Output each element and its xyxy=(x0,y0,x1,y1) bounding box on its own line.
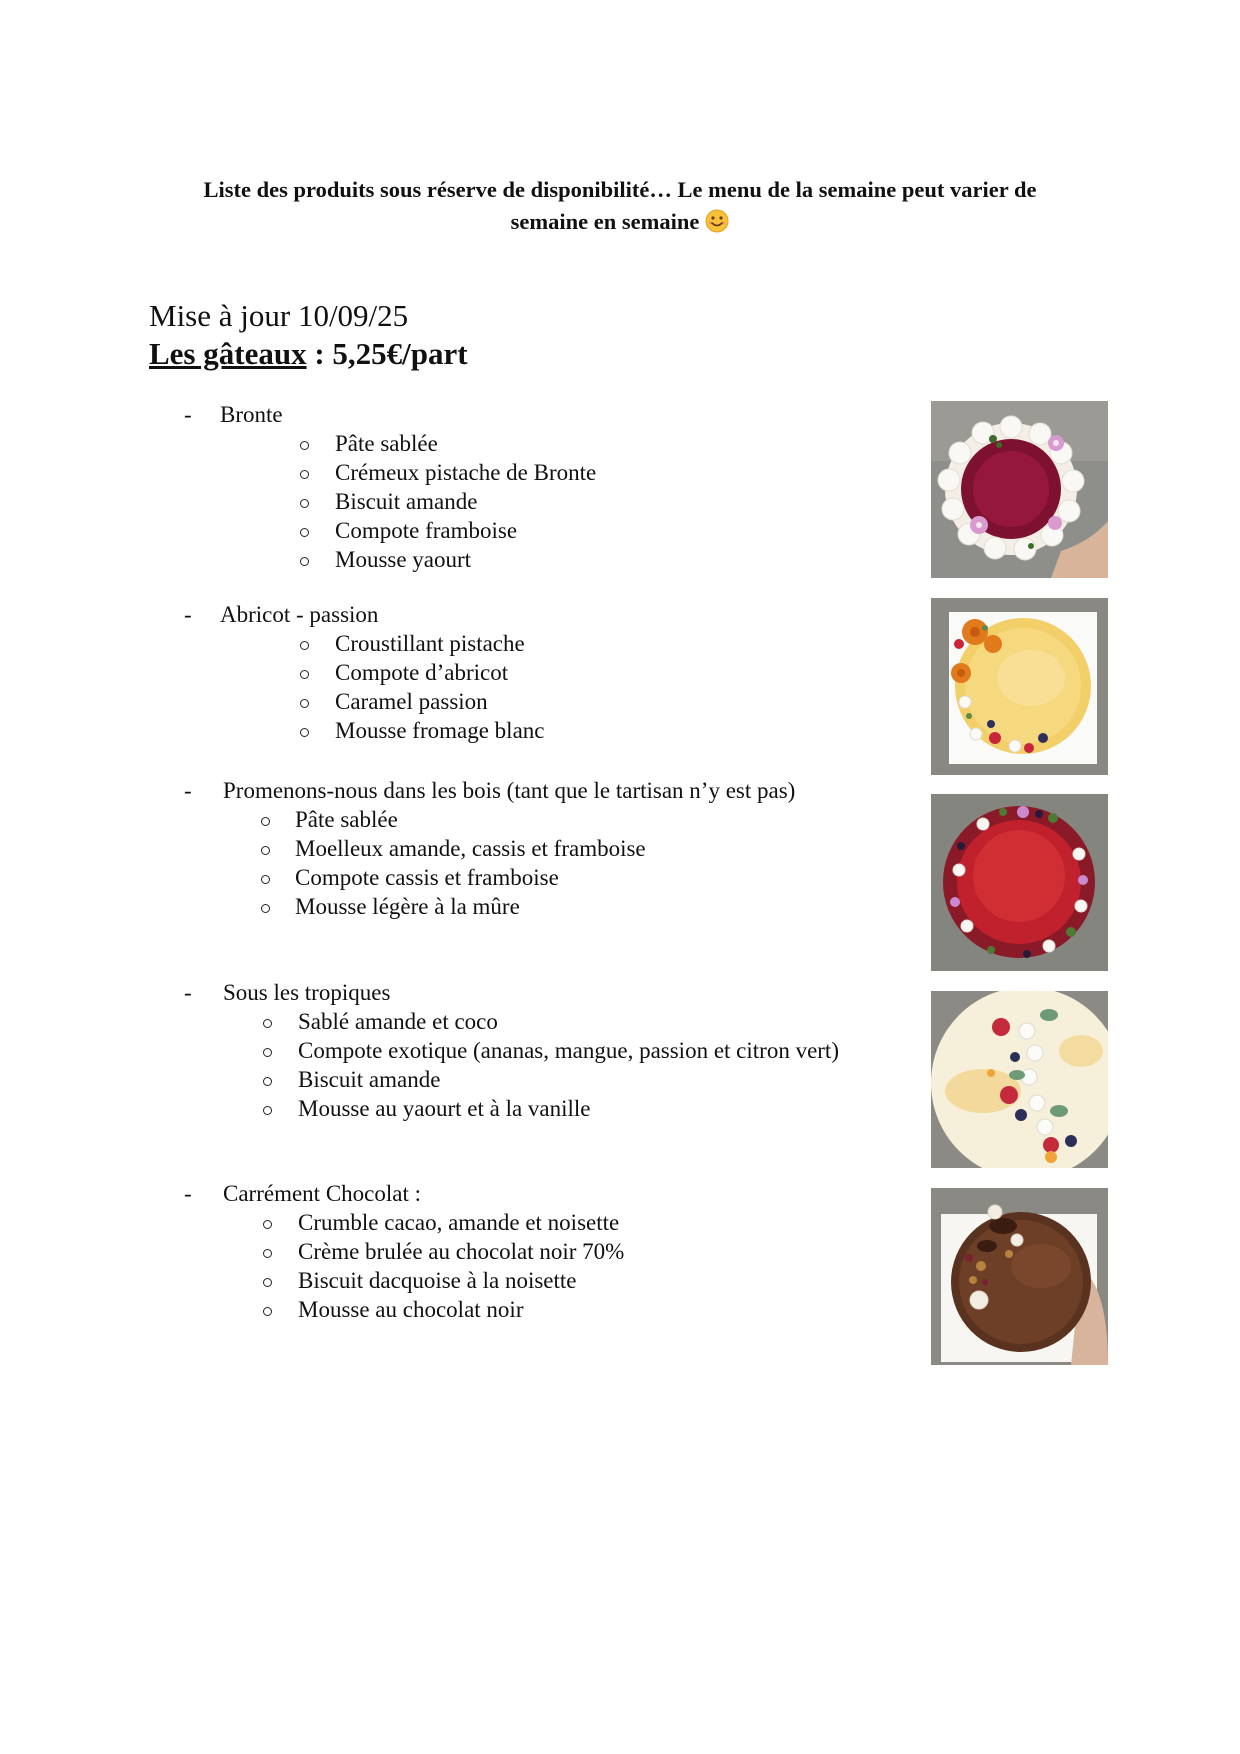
ingredient-item: Pâte sablée xyxy=(295,807,398,832)
circle-bullet-icon xyxy=(261,846,270,855)
ingredient-item: Moelleux amande, cassis et framboise xyxy=(295,836,646,861)
ingredient-item: Mousse au yaourt et à la vanille xyxy=(298,1096,591,1121)
notice-line-1: Liste des produits sous réserve de disponibilité… Le menu de la semaine peut varier de xyxy=(203,177,1037,202)
price-per-slice: : 5,25€/part xyxy=(306,336,468,371)
ingredient-item: Biscuit amande xyxy=(298,1067,441,1092)
ingredient-item: Mousse yaourt xyxy=(335,547,472,572)
circle-bullet-icon xyxy=(300,499,309,508)
cake-name: Sous les tropiques xyxy=(223,980,391,1005)
ingredient-item: Caramel passion xyxy=(335,689,488,714)
list-dash: - xyxy=(184,778,192,803)
ingredient-item: Mousse au chocolat noir xyxy=(298,1297,524,1322)
ingredient-item: Crémeux pistache de Bronte xyxy=(335,460,597,485)
cake-photo-bronte xyxy=(931,401,1108,578)
cake-name: Promenons-nous dans les bois (tant que le tartisan n’y est pas) xyxy=(223,778,796,803)
list-dash: - xyxy=(184,602,192,627)
circle-bullet-icon xyxy=(263,1220,272,1229)
circle-bullet-icon xyxy=(300,670,309,679)
cake-photo-promenons-nous xyxy=(931,794,1108,971)
cake-photo-carrement-chocolat xyxy=(931,1188,1108,1365)
ingredient-item: Compote d’abricot xyxy=(335,660,509,685)
circle-bullet-icon xyxy=(300,528,309,537)
circle-bullet-icon xyxy=(300,470,309,479)
ingredient-item: Crème brulée au chocolat noir 70% xyxy=(298,1239,625,1264)
circle-bullet-icon xyxy=(300,641,309,650)
circle-bullet-icon xyxy=(263,1278,272,1287)
update-date: Mise à jour 10/09/25 xyxy=(149,298,409,333)
cakes-heading-label: Les gâteaux xyxy=(149,336,307,371)
ingredient-item: Compote cassis et framboise xyxy=(295,865,559,890)
ingredient-item: Mousse légère à la mûre xyxy=(295,894,520,919)
circle-bullet-icon xyxy=(263,1307,272,1316)
ingredient-item: Croustillant pistache xyxy=(335,631,525,656)
list-dash: - xyxy=(184,1181,192,1206)
list-dash: - xyxy=(184,402,192,427)
notice-line-2: semaine en semaine xyxy=(510,209,700,234)
cake-name: Abricot - passion xyxy=(220,602,379,627)
circle-bullet-icon xyxy=(300,699,309,708)
availability-notice xyxy=(140,174,1100,242)
circle-bullet-icon xyxy=(263,1077,272,1086)
circle-bullet-icon xyxy=(263,1048,272,1057)
ingredient-item: Pâte sablée xyxy=(335,431,438,456)
smiley-icon xyxy=(705,209,729,242)
circle-bullet-icon xyxy=(300,557,309,566)
circle-bullet-icon xyxy=(300,728,309,737)
ingredient-item: Biscuit dacquoise à la noisette xyxy=(298,1268,577,1293)
circle-bullet-icon xyxy=(263,1019,272,1028)
circle-bullet-icon xyxy=(261,904,270,913)
ingredient-item: Biscuit amande xyxy=(335,489,478,514)
ingredient-item: Sablé amande et coco xyxy=(298,1009,498,1034)
cake-photo-abricot-passion xyxy=(931,598,1108,775)
cake-name: Carrément Chocolat : xyxy=(223,1181,421,1206)
circle-bullet-icon xyxy=(263,1106,272,1115)
ingredient-item: Crumble cacao, amande et noisette xyxy=(298,1210,620,1235)
circle-bullet-icon xyxy=(300,441,309,450)
list-dash: - xyxy=(184,980,192,1005)
ingredient-item: Compote framboise xyxy=(335,518,518,543)
cake-name: Bronte xyxy=(220,402,283,427)
ingredient-item: Mousse fromage blanc xyxy=(335,718,545,743)
circle-bullet-icon xyxy=(263,1249,272,1258)
circle-bullet-icon xyxy=(261,817,270,826)
ingredient-item: Compote exotique (ananas, mangue, passion et citron vert) xyxy=(298,1038,839,1063)
cakes-price-heading xyxy=(149,336,468,372)
cake-photo-sous-les-tropiques xyxy=(931,991,1108,1168)
circle-bullet-icon xyxy=(261,875,270,884)
